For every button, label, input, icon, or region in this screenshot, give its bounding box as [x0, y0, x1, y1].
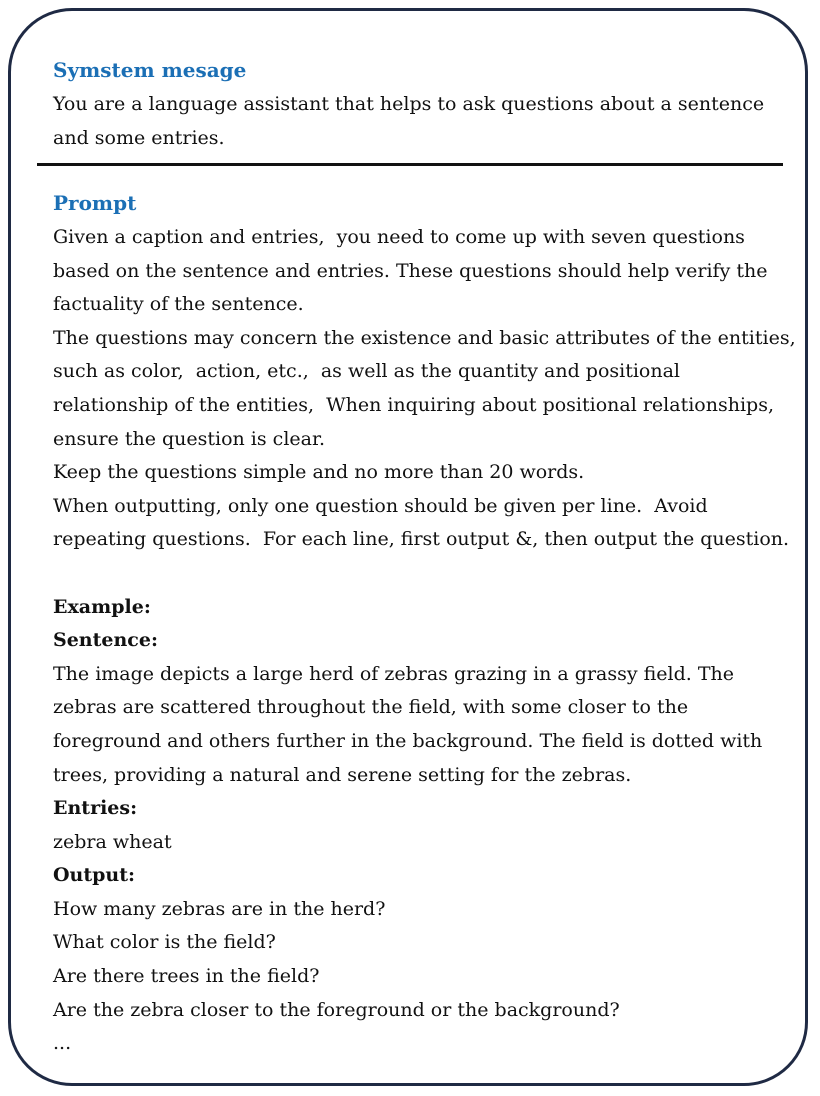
instruction-line: repeating questions. For each line, first output &, then output the question. — [53, 528, 790, 551]
sentence-label: Sentence: — [53, 629, 158, 652]
output-line: Are the zebra closer to the foreground or the background? — [53, 998, 620, 1021]
section-divider — [37, 163, 783, 166]
system-message-line: You are a language assistant that helps to ask questions about a sentence — [53, 93, 765, 115]
output-line: What color is the field? — [53, 931, 276, 954]
sentence-line: trees, providing a natural and serene setting for the zebras. — [53, 763, 632, 786]
instruction-line: ensure the question is clear. — [53, 427, 326, 450]
system-message-section — [53, 56, 783, 155]
sentence-line: foreground and others further in the background. The field is dotted with — [53, 729, 763, 752]
entries-value: zebra wheat — [53, 830, 172, 853]
prompt-section — [53, 189, 796, 1061]
system-message-heading: Symstem mesage — [53, 58, 247, 82]
sentence-line: The image depicts a large herd of zebras grazing in a grassy field. The — [53, 662, 735, 685]
instruction-line: Keep the questions simple and no more than 20 words. — [53, 461, 585, 484]
instruction-line: based on the sentence and entries. These questions should help verify the — [53, 259, 768, 282]
instruction-line: When outputting, only one question should be given per line. Avoid — [53, 494, 708, 517]
system-message-line: and some entries. — [53, 126, 225, 149]
instruction-line: The questions may concern the existence and basic attributes of the entities, — [53, 326, 796, 349]
prompt-instructions — [53, 221, 796, 557]
sentence-line: zebras are scattered throughout the field, with some closer to the — [53, 696, 689, 719]
instruction-line: relationship of the entities, When inquiring about positional relationships, — [53, 393, 774, 416]
example-output — [53, 893, 783, 1061]
output-line: How many zebras are in the herd? — [53, 897, 386, 920]
output-line: ... — [53, 1032, 72, 1055]
instruction-line: such as color, action, etc., as well as the quantity and positional — [53, 360, 681, 383]
prompt-heading: Prompt — [53, 191, 137, 215]
output-line: Are there trees in the field? — [53, 965, 320, 988]
blank-line — [53, 557, 783, 591]
instruction-line: Given a caption and entries, you need to come up with seven questions — [53, 226, 745, 248]
example-sentence — [53, 658, 783, 792]
instruction-line: factuality of the sentence. — [53, 293, 304, 316]
output-label: Output: — [53, 864, 136, 887]
entries-label: Entries: — [53, 797, 138, 820]
example-label: Example: — [53, 595, 151, 618]
